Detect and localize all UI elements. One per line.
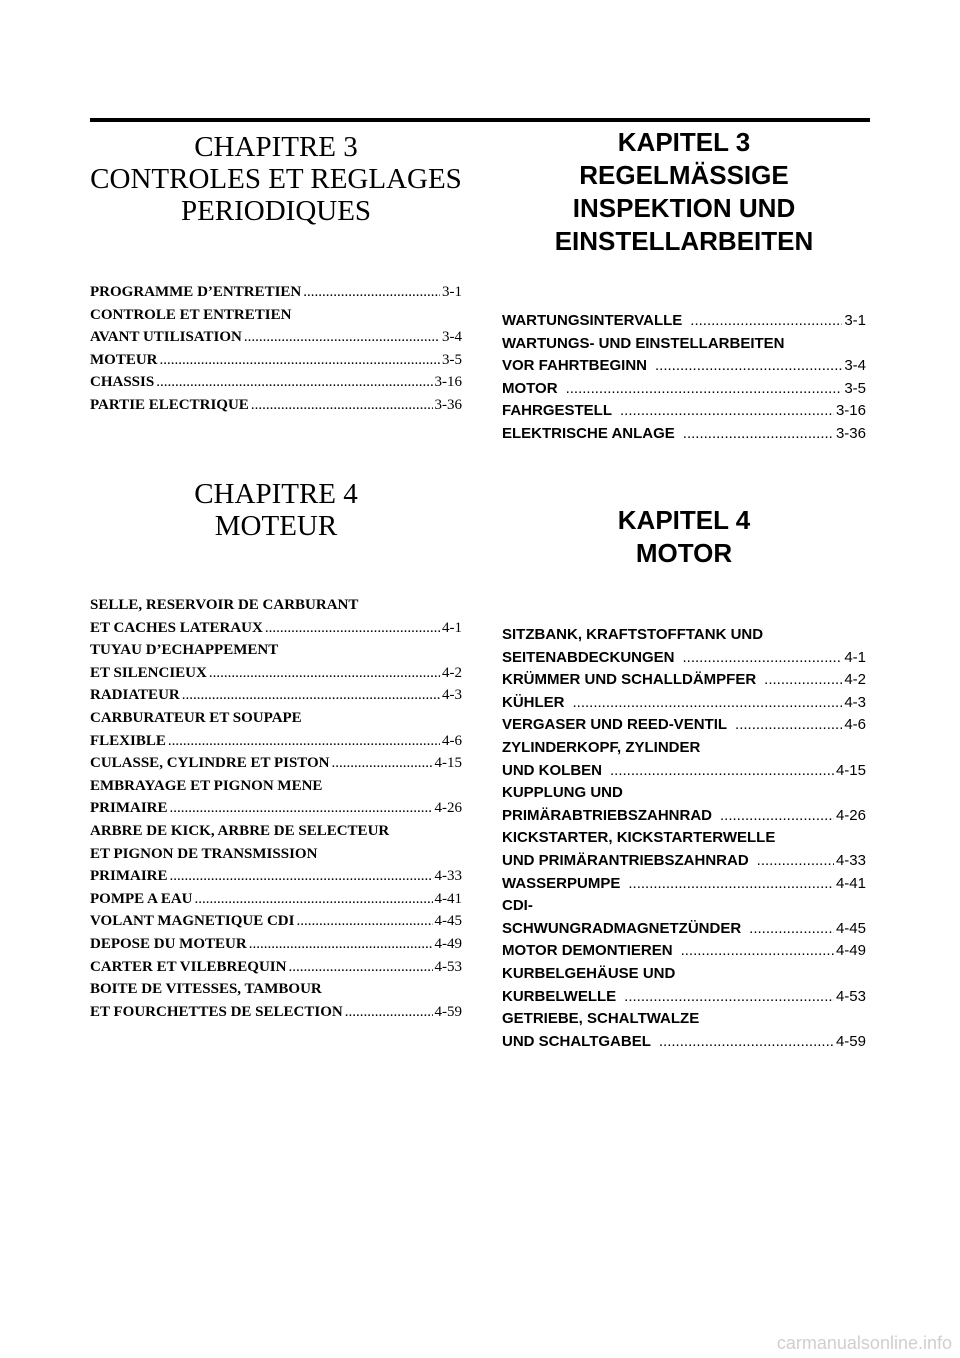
toc-entry-title: PRIMÄRABTRIEBSZAHNRAD: [502, 806, 712, 824]
toc-entry-title: WARTUNGS- UND EINSTELLARBEITEN: [502, 334, 785, 352]
toc-entry-line: [90, 349, 462, 372]
toc-entry-line: [502, 850, 866, 873]
dot-leader: [620, 400, 834, 423]
toc-entry-line: [90, 371, 462, 394]
toc-entry: [502, 782, 866, 827]
toc-page-number: 3-5: [442, 351, 462, 368]
toc-entry-line: [502, 873, 866, 896]
toc-entry-line: [502, 624, 866, 647]
dot-leader: [156, 371, 432, 394]
toc-entry: [502, 400, 866, 423]
chapter4-toc-fr: [90, 594, 462, 1023]
toc-entry: [502, 624, 866, 669]
dot-leader: [265, 617, 440, 640]
toc-entry: [502, 423, 866, 446]
toc-entry-title: UND KOLBEN: [502, 761, 602, 779]
dot-leader: [683, 647, 843, 670]
toc-entry-title: VERGASER UND REED-VENTIL: [502, 716, 728, 734]
toc-entry: [502, 895, 866, 940]
toc-entry-title: ET FOURCHETTES DE SELECTION: [90, 1003, 343, 1020]
toc-page-number: 3-36: [434, 396, 462, 413]
toc-entry-title: CONTROLE ET ENTRETIEN: [90, 306, 292, 323]
toc-page-number: 4-33: [434, 868, 462, 885]
toc-entry: [90, 910, 462, 933]
toc-entry-title: CARBURATEUR ET SOUPAPE: [90, 709, 302, 726]
toc-entry-line: [502, 737, 866, 760]
toc-entry-line: [90, 865, 462, 888]
toc-entry-title: TUYAU D’ECHAPPEMENT: [90, 642, 279, 659]
toc-entry-line: [502, 355, 866, 378]
toc-page-number: 3-1: [442, 284, 462, 300]
toc-entry-title: GETRIEBE, SCHALTWALZE: [502, 1010, 700, 1028]
toc-entry: [502, 333, 866, 378]
watermark: carmanualsonline.info: [776, 1333, 952, 1353]
toc-entry: [90, 684, 462, 707]
toc-entry-title: ET PIGNON DE TRANSMISSION: [90, 845, 318, 862]
toc-entry-title: WASSERPUMPE: [502, 874, 621, 892]
title-line: KAPITEL 4: [617, 505, 751, 535]
title-line: INSPEKTION UND: [572, 193, 796, 223]
toc-entry: [90, 639, 462, 684]
dot-leader: [288, 956, 432, 979]
toc-entry-line: [502, 669, 866, 692]
toc-entry-line: [502, 986, 866, 1009]
toc-page-number: 3-1: [844, 312, 866, 329]
title-line: REGELMÄSSIGE: [579, 160, 789, 190]
dot-leader: [303, 281, 440, 304]
toc-entry-line: [90, 910, 462, 933]
dot-leader: [566, 378, 843, 401]
chapter4-title-fr: [90, 478, 462, 542]
toc-page-number: 4-6: [844, 716, 866, 734]
toc-page-number: 4-1: [442, 619, 462, 636]
toc-entry-title: KRÜMMER UND SCHALLDÄMPFER: [502, 671, 757, 689]
dot-leader: [681, 940, 834, 963]
toc-entry-line: [90, 956, 462, 979]
toc-entry-line: [502, 963, 866, 986]
toc-entry: [502, 669, 866, 692]
toc-page-number: 4-59: [434, 1003, 462, 1020]
toc-entry-title: PRIMAIRE: [90, 868, 168, 885]
dot-leader: [764, 669, 842, 692]
toc-entry: [502, 310, 866, 333]
toc-page-number: 4-45: [434, 913, 462, 930]
toc-entry-title: RADIATEUR: [90, 687, 180, 704]
toc-page-number: 3-36: [835, 424, 866, 442]
toc-entry-line: [90, 978, 462, 1001]
toc-entry: [502, 714, 866, 737]
dot-leader: [749, 918, 834, 941]
toc-entry-title: MOTOR DEMONTIEREN: [502, 942, 673, 960]
header-rule: [90, 118, 870, 122]
dot-leader: [610, 760, 834, 783]
toc-entry: [90, 304, 462, 349]
toc-entry-line: [502, 827, 866, 850]
dot-leader: [332, 752, 433, 775]
toc-entry-line: [90, 594, 462, 617]
dot-leader: [249, 933, 433, 956]
toc-entry-line: [90, 662, 462, 685]
dot-leader: [182, 684, 440, 707]
toc-page-number: 4-41: [434, 890, 462, 907]
title-line: MOTEUR: [214, 510, 338, 542]
toc-entry: [90, 933, 462, 956]
toc-entry: [90, 956, 462, 979]
toc-entry-title: SEITENABDECKUNGEN: [502, 648, 675, 666]
toc-entry-line: [502, 895, 866, 918]
chapter3-toc-fr: [90, 281, 462, 417]
dot-leader: [659, 1031, 834, 1054]
toc-entry-line: [90, 707, 462, 730]
toc-entry-line: [502, 647, 866, 670]
toc-entry-line: [90, 304, 462, 327]
title-line: CONTROLES ET REGLAGES: [90, 163, 462, 195]
toc-entry: [502, 940, 866, 963]
toc-entry-title: ELEKTRISCHE ANLAGE: [502, 424, 675, 442]
toc-entry-line: [90, 752, 462, 775]
toc-entry-title: ARBRE DE KICK, ARBRE DE SELECTEUR: [90, 822, 390, 839]
toc-entry: [90, 820, 462, 888]
toc-entry-title: SELLE, RESERVOIR DE CARBURANT: [90, 597, 359, 613]
toc-page-number: 4-53: [835, 987, 866, 1005]
toc-entry-line: [502, 1008, 866, 1031]
toc-entry-line: [90, 797, 462, 820]
title-line: KAPITEL 3: [617, 127, 751, 157]
toc-entry-line: [502, 1031, 866, 1054]
toc-entry: [90, 888, 462, 911]
toc-page-number: 4-33: [835, 851, 866, 869]
toc-entry-title: ET SILENCIEUX: [90, 664, 207, 681]
toc-entry: [90, 281, 462, 304]
title-line: EINSTELLARBEITEN: [554, 226, 814, 256]
toc-entry-title: UND SCHALTGABEL: [502, 1032, 651, 1050]
toc-entry-line: [90, 639, 462, 662]
toc-page-number: 4-26: [434, 800, 462, 817]
toc-entry-title: KURBELGEHÄUSE UND: [502, 964, 676, 982]
toc-entry-title: MOTOR: [502, 379, 558, 397]
toc-entry-title: KÜHLER: [502, 693, 565, 711]
toc-page-number: 4-6: [442, 732, 462, 749]
toc-entry: [502, 378, 866, 401]
toc-entry: [90, 594, 462, 639]
toc-entry-line: [502, 333, 866, 356]
toc-entry-title: CDI-: [502, 897, 533, 915]
toc-page-number: 4-2: [844, 671, 866, 689]
toc-entry-title: SITZBANK, KRAFTSTOFFTANK UND: [502, 626, 764, 643]
toc-page-number: 4-49: [434, 935, 462, 952]
toc-page-number: 3-5: [844, 379, 866, 397]
toc-entry: [502, 873, 866, 896]
toc-entry-title: FLEXIBLE: [90, 732, 166, 749]
toc-entry-line: [90, 820, 462, 843]
toc-page-number: 4-15: [434, 755, 462, 772]
chapter3-title-de: [502, 126, 866, 258]
toc-entry: [90, 978, 462, 1023]
dot-leader: [735, 714, 842, 737]
toc-entry-title: AVANT UTILISATION: [90, 329, 242, 346]
dot-leader: [624, 986, 834, 1009]
toc-entry-line: [90, 888, 462, 911]
dot-leader: [170, 797, 433, 820]
dot-leader: [690, 310, 842, 333]
dot-leader: [683, 423, 834, 446]
toc-entry: [502, 737, 866, 782]
toc-entry-line: [90, 281, 462, 304]
toc-entry-line: [90, 775, 462, 798]
toc-entry-line: [502, 940, 866, 963]
toc-entry-title: VOR FAHRTBEGINN: [502, 357, 648, 375]
toc-page-number: 3-4: [442, 329, 462, 346]
toc-entry-line: [90, 933, 462, 956]
dot-leader: [170, 865, 433, 888]
toc-entry-title: ZYLINDERKOPF, ZYLINDER: [502, 738, 701, 756]
title-line: CHAPITRE 3: [194, 131, 358, 163]
toc-page-number: 4-41: [835, 874, 866, 892]
toc-entry: [90, 752, 462, 775]
toc-entry-title: PRIMAIRE: [90, 800, 168, 817]
toc-entry-line: [502, 714, 866, 737]
toc-entry: [502, 827, 866, 872]
toc-entry-title: SCHWUNGRADMAGNETZÜNDER: [502, 919, 742, 937]
toc-entry-title: BOITE DE VITESSES, TAMBOUR: [90, 981, 322, 998]
dot-leader: [160, 349, 441, 372]
toc-page-number: 3-4: [844, 357, 866, 375]
chapter4-toc-de: [502, 624, 866, 1053]
toc-entry: [502, 692, 866, 715]
dot-leader: [168, 730, 440, 753]
chapter3-title-fr: [90, 131, 462, 227]
toc-entry-title: CHASSIS: [90, 374, 155, 391]
toc-entry: [90, 394, 462, 417]
toc-page-number: 4-26: [835, 806, 866, 824]
toc-entry: [502, 1008, 866, 1053]
toc-entry-line: [502, 782, 866, 805]
dot-leader: [573, 692, 843, 715]
dot-leader: [251, 394, 433, 417]
toc-entry-line: [90, 730, 462, 753]
dot-leader: [209, 662, 440, 685]
title-line: PERIODIQUES: [180, 195, 372, 227]
toc-entry-title: CARTER ET VILEBREQUIN: [90, 958, 287, 975]
toc-entry-title: PARTIE ELECTRIQUE: [90, 396, 249, 413]
toc-entry-title: DEPOSE DU MOTEUR: [90, 935, 247, 952]
dot-leader: [628, 873, 834, 896]
toc-entry-line: [90, 843, 462, 866]
toc-page-number: 4-3: [844, 693, 866, 711]
toc-entry-line: [90, 617, 462, 640]
toc-page-number: 4-3: [442, 687, 462, 704]
toc-entry-title: WARTUNGSINTERVALLE: [502, 312, 683, 329]
toc-entry-line: [90, 684, 462, 707]
dot-leader: [195, 888, 433, 911]
toc-entry-title: EMBRAYAGE ET PIGNON MENE: [90, 777, 323, 794]
dot-leader: [655, 355, 842, 378]
toc-page-number: 3-16: [434, 374, 462, 391]
toc-entry: [90, 349, 462, 372]
toc-page-number: 4-15: [835, 761, 866, 779]
toc-entry: [90, 775, 462, 820]
toc-entry-title: KUPPLUNG UND: [502, 784, 623, 802]
toc-entry-line: [502, 310, 866, 333]
toc-entry-title: ET CACHES LATERAUX: [90, 619, 263, 636]
toc-entry-line: [502, 918, 866, 941]
dot-leader: [720, 805, 834, 828]
toc-page-number: 4-49: [835, 942, 866, 960]
toc-entry-title: POMPE A EAU: [90, 890, 193, 907]
dot-leader: [296, 910, 432, 933]
toc-entry-line: [502, 805, 866, 828]
toc-entry: [502, 963, 866, 1008]
toc-entry-line: [502, 378, 866, 401]
toc-page-number: 4-59: [835, 1032, 866, 1050]
toc-entry: [90, 371, 462, 394]
toc-entry-line: [502, 400, 866, 423]
toc-entry-title: VOLANT MAGNETIQUE CDI: [90, 913, 295, 930]
toc-entry-title: PROGRAMME D’ENTRETIEN: [90, 284, 302, 300]
toc-entry-line: [502, 423, 866, 446]
toc-entry-line: [502, 692, 866, 715]
toc-page-number: 3-16: [835, 402, 866, 420]
toc-entry-title: MOTEUR: [90, 351, 158, 368]
dot-leader: [757, 850, 834, 873]
chapter4-title-de: [502, 504, 866, 570]
toc-page-number: 4-53: [434, 958, 462, 975]
title-line: MOTOR: [635, 538, 733, 568]
toc-entry-title: UND PRIMÄRANTRIEBSZAHNRAD: [502, 851, 749, 869]
toc-page-number: 4-1: [844, 648, 866, 666]
toc-page-number: 4-2: [442, 664, 462, 681]
toc-entry: [90, 707, 462, 752]
toc-entry-title: FAHRGESTELL: [502, 402, 613, 420]
toc-entry-line: [90, 326, 462, 349]
toc-entry-line: [90, 394, 462, 417]
dot-leader: [345, 1001, 433, 1024]
chapter3-toc-de: [502, 310, 866, 446]
toc-entry-line: [502, 760, 866, 783]
toc-page-number: 4-45: [835, 919, 866, 937]
dot-leader: [244, 326, 440, 349]
title-line: CHAPITRE 4: [194, 478, 358, 510]
toc-entry-line: [90, 1001, 462, 1024]
toc-entry-title: KURBELWELLE: [502, 987, 617, 1005]
toc-entry-title: KICKSTARTER, KICKSTARTERWELLE: [502, 829, 776, 847]
toc-entry-title: CULASSE, CYLINDRE ET PISTON: [90, 755, 330, 772]
